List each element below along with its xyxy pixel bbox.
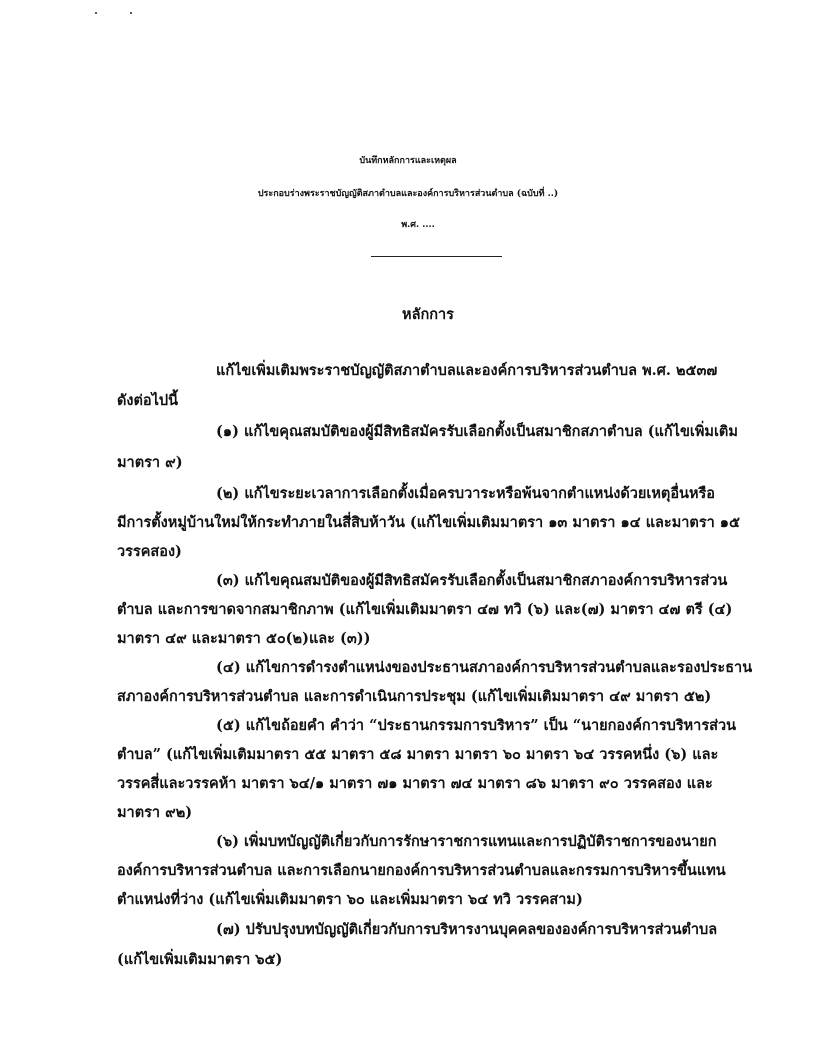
list-item-line: วรรคสี่และวรรคห้า มาตรา ๖๔/๑ มาตรา ๗๑ มาตรา ๗๔ มาตรา ๘๖ มาตรา ๙๐ วรรคสอง และ <box>117 775 713 792</box>
intro-line: แก้ไขเพิ่มเติมพระราชบัญญัติสภาตำบลและองค์การบริหารส่วนตำบล พ.ศ. ๒๕๓๗ <box>216 362 718 379</box>
list-item-line: มีการตั้งหมู่บ้านใหม่ให้กระทำภายในสี่สิบห้าวัน (แก้ไขเพิ่มเติมมาตรา ๑๓ มาตรา ๑๔ และมาตรา ๑๕ <box>117 514 740 531</box>
document-year: พ.ศ. .... <box>401 220 435 230</box>
list-item-line: (๕) แก้ไขถ้อยคำ คำว่า “ประธานกรรมการบริหาร” เป็น “นายกองค์การบริหารส่วน <box>216 717 737 734</box>
list-item-line: ตำบล และการขาดจากสมาชิกภาพ (แก้ไขเพิ่มเติมมาตรา ๔๗ ทวิ (๖) และ(๗) มาตรา ๔๗ ตรี (๔) <box>117 601 733 618</box>
list-item-line: วรรคสอง) <box>117 543 182 560</box>
list-item-line: ตำบล” (แก้ไขเพิ่มเติมมาตรา ๕๕ มาตรา ๕๘ มาตรา มาตรา ๖๐ มาตรา ๖๔ วรรคหนึ่ง (๖) และ <box>117 746 719 763</box>
list-item-line: (๗) ปรับปรุงบทบัญญัติเกี่ยวกับการบริหารงานบุคคลขององค์การบริหารส่วนตำบล <box>216 921 718 938</box>
title-divider <box>371 256 502 257</box>
list-item-line: (๒) แก้ไขระยะเวลาการเลือกตั้งเมื่อครบวาระหรือพ้นจากตำแหน่งด้วยเหตุอื่นหรือ <box>216 485 716 502</box>
list-item-line: มาตรา ๙๒) <box>117 804 193 821</box>
list-item-line: (๖) เพิ่มบทบัญญัติเกี่ยวกับการรักษาราชการแทนและการปฏิบัติราชการของนายก <box>216 833 717 850</box>
list-item-line: (๓) แก้ไขคุณสมบัติของผู้มีสิทธิสมัครรับเลือกตั้งเป็นสมาชิกสภาองค์การบริหารส่วน <box>216 572 728 589</box>
intro-line: ดังต่อไปนี้ <box>117 392 179 409</box>
list-item-line: สภาองค์การบริหารส่วนตำบล และการดำเนินการประชุม (แก้ไขเพิ่มเติมมาตรา ๔๙ มาตรา ๕๒) <box>117 688 712 705</box>
scan-speck <box>95 12 97 14</box>
section-heading: หลักการ <box>402 306 454 323</box>
document-title: บันทึกหลักการและเหตุผล <box>359 156 457 166</box>
list-item-line: ตำแหน่งที่ว่าง (แก้ไขเพิ่มเติมมาตรา ๖๐ และเพิ่มมาตรา ๖๔ ทวิ วรรคสาม) <box>117 891 583 908</box>
list-item-line: (๔) แก้ไขการดำรงตำแหน่งของประธานสภาองค์การบริหารส่วนตำบลและรองประธาน <box>216 659 753 676</box>
list-item-line: องค์การบริหารส่วนตำบล และการเลือกนายกองค์การบริหารส่วนตำบลและกรรมการบริหารขึ้นแทน <box>117 862 726 879</box>
document-subtitle: ประกอบร่างพระราชบัญญัติสภาตำบลและองค์การบริหารส่วนตำบล (ฉบับที่ ..) <box>257 189 559 199</box>
list-item-line: มาตรา ๙) <box>117 454 183 471</box>
list-item-line: (๑) แก้ไขคุณสมบัติของผู้มีสิทธิสมัครรับเลือกตั้งเป็นสมาชิกสภาตำบล (แก้ไขเพิ่มเติม <box>216 423 738 440</box>
list-item-line: (แก้ไขเพิ่มเติมมาตรา ๖๕) <box>117 951 283 968</box>
scan-speck <box>130 12 132 14</box>
list-item-line: มาตรา ๔๙ และมาตรา ๕๐(๒)และ (๓)) <box>117 630 371 647</box>
